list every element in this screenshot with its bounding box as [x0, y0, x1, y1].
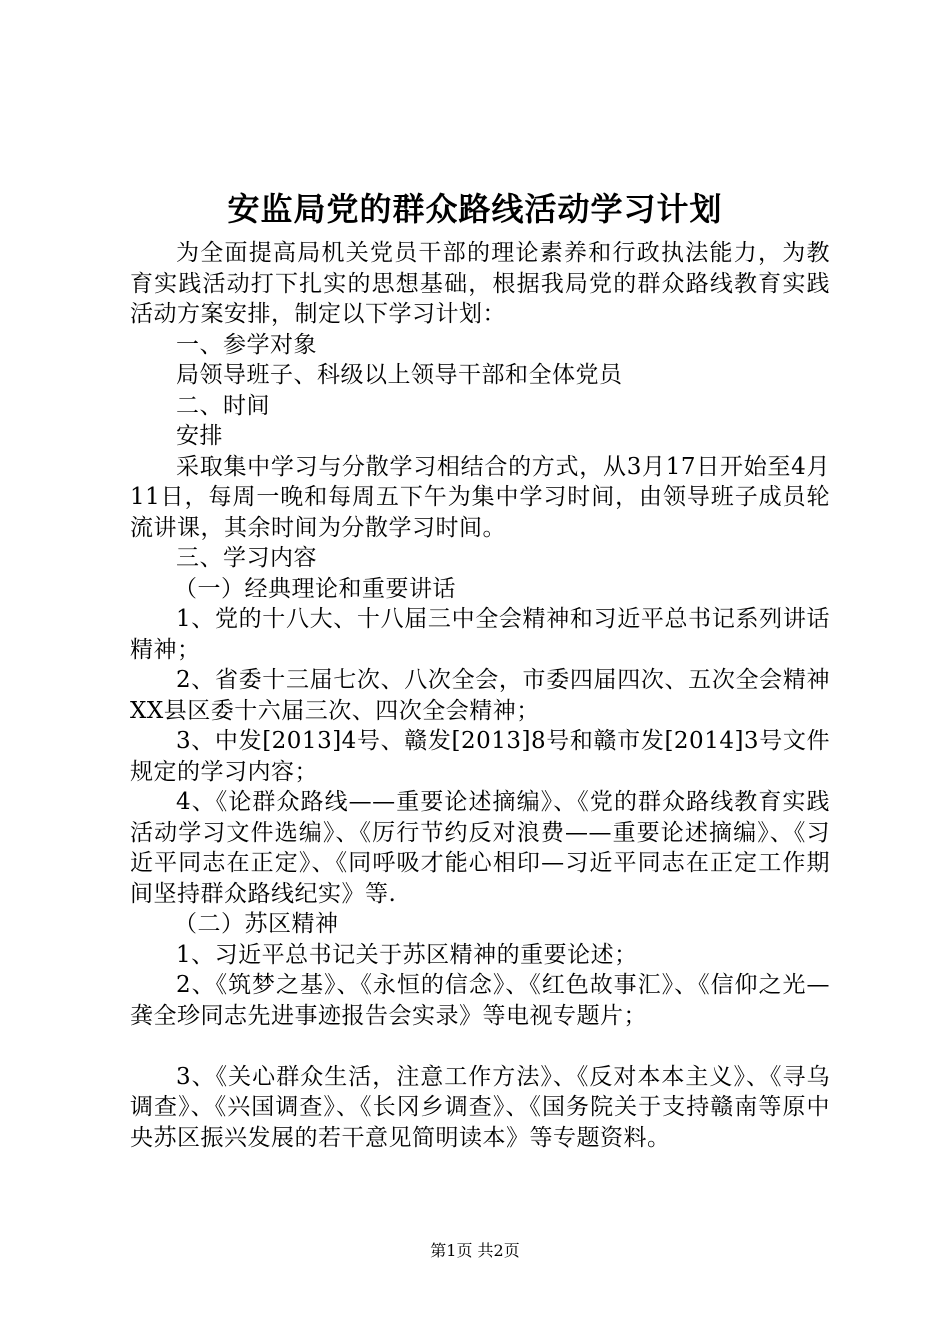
list-item-soviet-2: 2、《筑梦之基》、《永恒的信念》、《红色故事汇》、《信仰之光—龚全珍同志先进事迹报告会实录》等电视专题片；: [130, 972, 830, 1029]
paragraph-intro: 为全面提高局机关党员干部的理论素养和行政执法能力，为教育实践活动打下扎实的思想基础，根据我局党的群众路线教育实践活动方案安排，制定以下学习计划：: [130, 240, 830, 327]
list-item-soviet-3: 3、《关心群众生活，注意工作方法》、《反对本本主义》、《寻乌调查》、《兴国调查》、《长冈乡调查》、《国务院关于支持赣南等原中央苏区振兴发展的若干意见简明读本》等专题资料。: [130, 1063, 830, 1151]
document-title: 安监局党的群众路线活动学习计划: [227, 190, 723, 228]
list-item-theory-3: 3、中发[2013]4号、赣发[2013]8号和赣市发[2014]3号文件规定的学习内容；: [130, 728, 830, 785]
list-item-soviet-1: 1、习近平总书记关于苏区精神的重要论述；: [176, 941, 638, 968]
document-body: [130, 238, 830, 1153]
list-item-theory-4: 4、《论群众路线——重要论述摘编》、《党的群众路线教育实践活动学习文件选编》、《厉行节约反对浪费——重要论述摘编》、《习近平同志在正定》、《同呼吸才能心相印—习近平同志在正定工作期间坚持群众路线纪实》等.: [130, 789, 830, 907]
page-number: 第1页 共2页: [430, 1241, 520, 1260]
heading-arrangement: 安排: [176, 423, 223, 449]
blank-line: [130, 1031, 830, 1062]
list-item-theory-1: 1、党的十八大、十八届三中全会精神和习近平总书记系列讲话精神；: [130, 606, 830, 663]
subheading-theory: （一）经典理论和重要讲话: [174, 575, 456, 602]
heading-time: 二、时间: [176, 392, 270, 419]
list-item-theory-2: 2、省委十三届七次、八次全会，市委四届四次、五次全会精神XX县区委十六届三次、四次全会精神；: [130, 667, 830, 724]
paragraph-participants: 局领导班子、科级以上领导干部和全体党员: [176, 362, 623, 388]
paragraph-arrangement: 采取集中学习与分散学习相结合的方式，从3月17日开始至4月11日，每周一晚和每周五下午为集中学习时间，由领导班子成员轮流讲课，其余时间为分散学习时间。: [130, 453, 830, 541]
subheading-soviet-spirit: （二）苏区精神: [174, 911, 339, 937]
heading-participants: 一、参学对象: [176, 331, 317, 358]
heading-content: 三、学习内容: [176, 545, 317, 571]
